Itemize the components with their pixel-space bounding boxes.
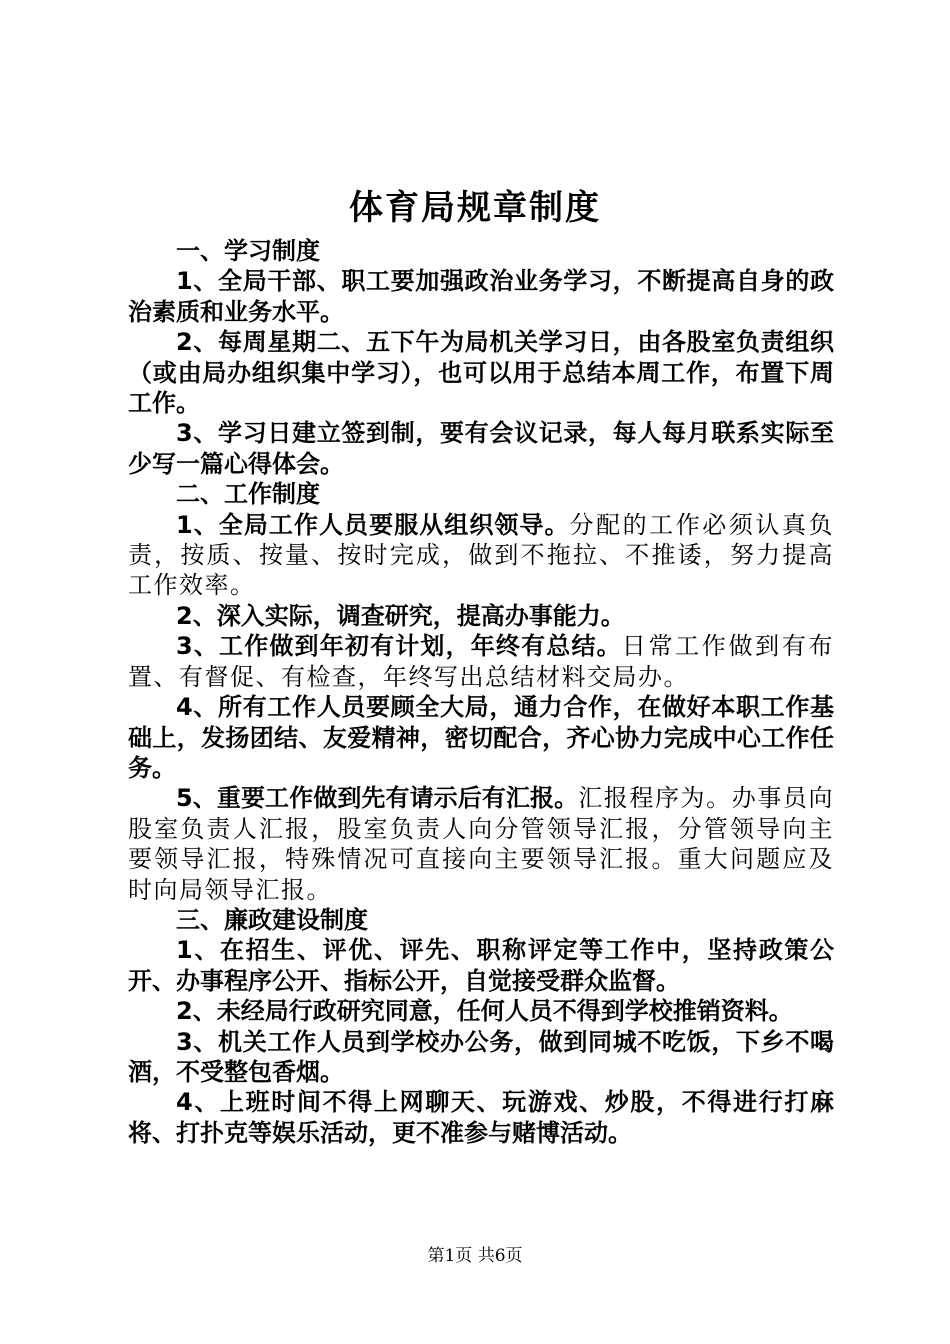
section-heading: 一、学习制度 <box>176 237 320 265</box>
document-body <box>128 236 834 1148</box>
paragraph-continuation: 汇报程序为。办事员向股室负责人汇报，股室负责人向分管领导汇报，分管领导向主要领导汇报，特殊情况可直接向主要领导汇报。重大问题应及时向局领导汇报。 <box>128 784 834 904</box>
document-title: 体育局规章制度 <box>349 188 601 228</box>
paragraph: 1、在招生、评优、评先、职称评定等工作中，坚持政策公开、办事程序公开、指标公开，自觉接受群众监督。 <box>128 936 834 995</box>
section-heading: 二、工作制度 <box>176 480 320 509</box>
paragraph: 3、机关工作人员到学校办公务，做到同城不吃饭，下乡不喝酒，不受整包香烟。 <box>128 1027 834 1086</box>
paragraph: 4、上班时间不得上网聊天、玩游戏、炒股，不得进行打麻将、打扑克等娱乐活动，更不准参与赌博活动。 <box>128 1088 834 1147</box>
paragraph: 3、工作做到年初有计划，年终有总结。日常工作做到有布置、有督促、有检查，年终写出总结材料交局办。 <box>128 632 834 691</box>
paragraph: 1、全局干部、职工要加强政治业务学习，不断提高自身的政治素质和业务水平。 <box>128 267 834 326</box>
paragraph: 2、未经局行政研究同意，任何人员不得到学校推销资料。 <box>176 997 793 1026</box>
section-heading: 三、廉政建设制度 <box>176 905 368 934</box>
paragraph: 5、重要工作做到先有请示后有汇报。汇报程序为。办事员向股室负责人汇报，股室负责人向分管领导汇报，分管领导向主要领导汇报，特殊情况可直接向主要领导汇报。重大问题应及时向局领导汇报。 <box>128 784 834 904</box>
paragraph: 4、所有工作人员要顾全大局，通力合作，在做好本职工作基础上，发扬团结、友爱精神，密切配合，齐心协力完成中心工作任务。 <box>128 693 834 782</box>
paragraph: 2、每周星期二、五下午为局机关学习日，由各股室负责组织（或由局办组织集中学习），也可以用于总结本周工作，布置下周工作。 <box>128 328 834 418</box>
paragraph-continuation: 日常工作做到有布置、有督促、有检查，年终写出总结材料交局办。 <box>128 632 834 691</box>
paragraph-continuation: 分配的工作必须认真负责，按质、按量、按时完成，做到不拖拉、不推诿，努力提高工作效率。 <box>128 510 834 600</box>
paragraph: 1、全局工作人员要服从组织领导。分配的工作必须认真负责，按质、按量、按时完成，做到不拖拉、不推诿，努力提高工作效率。 <box>128 510 834 600</box>
paragraph: 2、深入实际，调查研究，提高办事能力。 <box>176 601 625 630</box>
paragraph: 3、学习日建立签到制，要有会议记录，每人每月联系实际至少写一篇心得体会。 <box>128 419 834 478</box>
page-number-footer: 第1页 共6页 <box>427 1246 523 1266</box>
